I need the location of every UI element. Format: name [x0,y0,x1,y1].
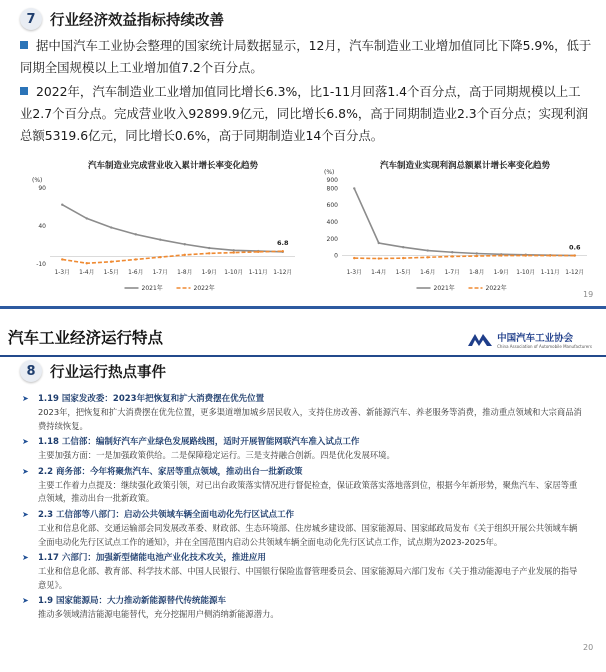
data-point [184,254,186,256]
x-tick-label: 1-8月 [177,270,193,276]
data-point [549,254,551,256]
event-heading: ➤ 1.19 国家发改委：2023年把恢复和扩大消费摆在优先位置 [22,394,265,404]
x-tick-label: 1-4月 [371,270,387,276]
events-list [22,392,582,624]
data-point [427,256,429,258]
x-tick-label: 1-7月 [152,270,168,276]
caam-logo [466,330,592,349]
legend-label: 2021年 [433,285,455,292]
event-body: 主要工作着力点提及：继续强化政策引领，对已出台政策落实情况进行督促检查，保证政策落实落地落到位，根据今年新形势，聚焦汽车、家居等重点领域，推动出台一批新政策。 [38,479,578,504]
section-header [20,360,166,382]
legend-label: 2021年 [141,285,163,292]
event-heading: ➤ 1.9 国家能源局：大力推动新能源替代传统能源车 [22,596,227,607]
arrow-right-icon: ➤ [22,596,29,606]
data-point [61,258,63,260]
y-axis-unit-label: (%) [32,177,43,184]
x-tick-label: 1-10月 [516,270,536,276]
square-bullet-icon [20,41,28,49]
event-body: 2023年，把恢复和扩大消费摆在优先位置，更多渠道增加城乡居民收入，支持住房改善、新能源汽车、养老服务等消费，推动重点领域和大宗商品消费持续恢复。 [38,407,582,431]
logo-en-text: China Association of Automobile Manufacturers [497,344,592,349]
data-point [86,262,88,264]
page-number: 20 [583,643,594,652]
data-point [110,261,112,263]
y-tick-label: 0 [334,252,338,260]
chart-title: 汽车制造业完成营业收入累计增长率变化趋势 [87,161,258,171]
x-tick-label: 1-5月 [395,270,411,276]
data-point [353,257,355,259]
data-point [208,252,210,254]
x-tick-label: 1-4月 [79,270,95,276]
bullet-paragraph: 2022年，汽车制造业工业增加值同比增长6.3%，比1-11月回落1.4个百分点，高于同期规模以上工业2.7个百分点。完成营业收入92899.9亿元，同比增长6.8%，高于同期制造业2.3个百分点；实现利润总额5319.6亿元，同比增长0.6%，高于同期制造业14个百分点。 [20,84,589,143]
data-label: 6.8 [276,239,289,248]
arrow-right-icon: ➤ [22,509,29,519]
event-heading: ➤ 2.2 商务部：今年将聚焦汽车、家居等重点领域，推动出台一批新政策 [22,466,303,477]
x-tick-label: 1-9月 [201,270,217,276]
y-tick-label: 40 [38,223,46,230]
series-line-2021年 [354,188,575,255]
x-tick-label: 1-10月 [224,270,244,276]
event-body: 工业和信息化部、交通运输部会同发展改革委、财政部、生态环境部、住房城乡建设部、国家能源局、国家邮政局发布《关于组织开展公共领域车辆全面电动化先行区试点工作的通知》，并在全国范围内启动公共领域车辆全面电动化先行区试点工作，试点期为2023-2025年。 [38,522,578,547]
x-tick-label: 1-11月 [248,270,268,276]
x-tick-label: 1-11月 [540,270,560,276]
y-axis-unit-label: (%) [324,169,335,176]
x-tick-label: 1-3月 [54,270,70,276]
x-tick-label: 1-5月 [103,270,119,276]
data-point [184,243,186,245]
data-point [402,246,404,248]
data-point [135,258,137,260]
x-tick-label: 1-9月 [493,270,509,276]
y-tick-label: 800 [326,185,338,193]
slide-19 [0,0,606,306]
x-tick-label: 1-6月 [420,270,436,276]
section-title: 行业经济效益指标持续改善 [50,12,224,29]
section-number-badge: 8 [20,360,42,382]
data-point [427,249,429,251]
x-tick-label: 1-6月 [128,270,144,276]
top-accent-bar [0,306,606,309]
event-heading: ➤ 1.18 工信部：编制好汽车产业绿色发展路线图，适时开展智能网联汽车准入试点工作 [22,437,360,448]
series-line-2022年 [62,251,283,263]
revenue-growth-line-chart [20,168,300,300]
data-point [135,233,137,235]
data-point [500,254,502,256]
data-point [208,247,210,249]
arrow-right-icon: ➤ [22,466,29,476]
arrow-right-icon: ➤ [22,437,29,447]
y-tick-label: -10 [36,261,46,268]
data-point [574,254,576,256]
data-label: 0.6 [568,243,581,252]
event-body: 工业和信息化部、教育部、科学技术部、中国人民银行、中国银行保险监督管理委员会、国家能源局六部门发布《关于推动能源电子产业发展的指导意见》。 [38,566,578,590]
x-tick-label: 1-12月 [565,270,585,276]
x-tick-label: 1-3月 [346,270,362,276]
data-point [233,251,235,253]
event-body: 推动多领域清洁能源电能替代，充分挖掘用户侧消纳新能源潜力。 [38,609,279,620]
page-number: 19 [583,290,594,299]
y-tick-label: 400 [326,219,338,226]
data-point [282,250,284,252]
data-point [451,255,453,257]
data-point [233,249,235,251]
series-line-2021年 [62,205,283,252]
data-point [476,252,478,254]
x-tick-label: 1-7月 [444,270,460,276]
data-point [451,251,453,253]
slide-20 [0,306,606,672]
x-tick-label: 1-8月 [469,270,485,276]
data-point [378,257,380,259]
event-heading: ➤ 1.17 六部门：加强新型储能电池产业化技术攻关，推进应用 [22,553,266,564]
y-tick-label: 900 [326,177,338,184]
y-tick-label: 90 [38,185,46,192]
y-tick-label: 200 [326,235,338,243]
logo-cn-text: 中国汽车工业协会 [497,333,574,344]
data-point [402,257,404,259]
section-number-badge: 7 [20,8,42,30]
header-divider [0,355,606,357]
data-point [476,255,478,257]
profit-growth-line-chart [310,168,592,300]
section-title: 行业运行热点事件 [50,364,166,381]
data-point [61,204,63,206]
y-tick-label: 600 [326,202,338,210]
data-point [378,242,380,244]
page-title: 汽车工业经济运行特点 [8,329,164,347]
caam-logo-icon [466,332,494,348]
bullet-paragraph: 据中国汽车工业协会整理的国家统计局数据显示，12月，汽车制造业工业增加值同比下降5.9%，低于同期全国规模以上工业增加值7.2个百分点。 [20,38,592,75]
data-point [353,187,355,189]
data-point [86,217,88,219]
legend-label: 2022年 [485,285,507,292]
event-heading: ➤ 2.3 工信部等八部门：启动公共领域车辆全面电动化先行区试点工作 [22,509,295,520]
data-point [159,256,161,258]
data-point [257,251,259,253]
chart-title: 汽车制造业实现利润总额累计增长率变化趋势 [379,161,550,171]
arrow-right-icon: ➤ [22,394,29,403]
square-bullet-icon [20,87,28,95]
legend-label: 2022年 [193,285,215,292]
x-tick-label: 1-12月 [273,270,293,276]
section-header [20,8,224,30]
data-point [159,238,161,240]
arrow-right-icon: ➤ [22,553,29,563]
data-point [110,226,112,228]
event-body: 主要加强方面：一是加强政策供给。二是保障稳定运行。三是支持融合创新。四是优化发展环境。 [38,450,395,461]
data-point [525,254,527,256]
